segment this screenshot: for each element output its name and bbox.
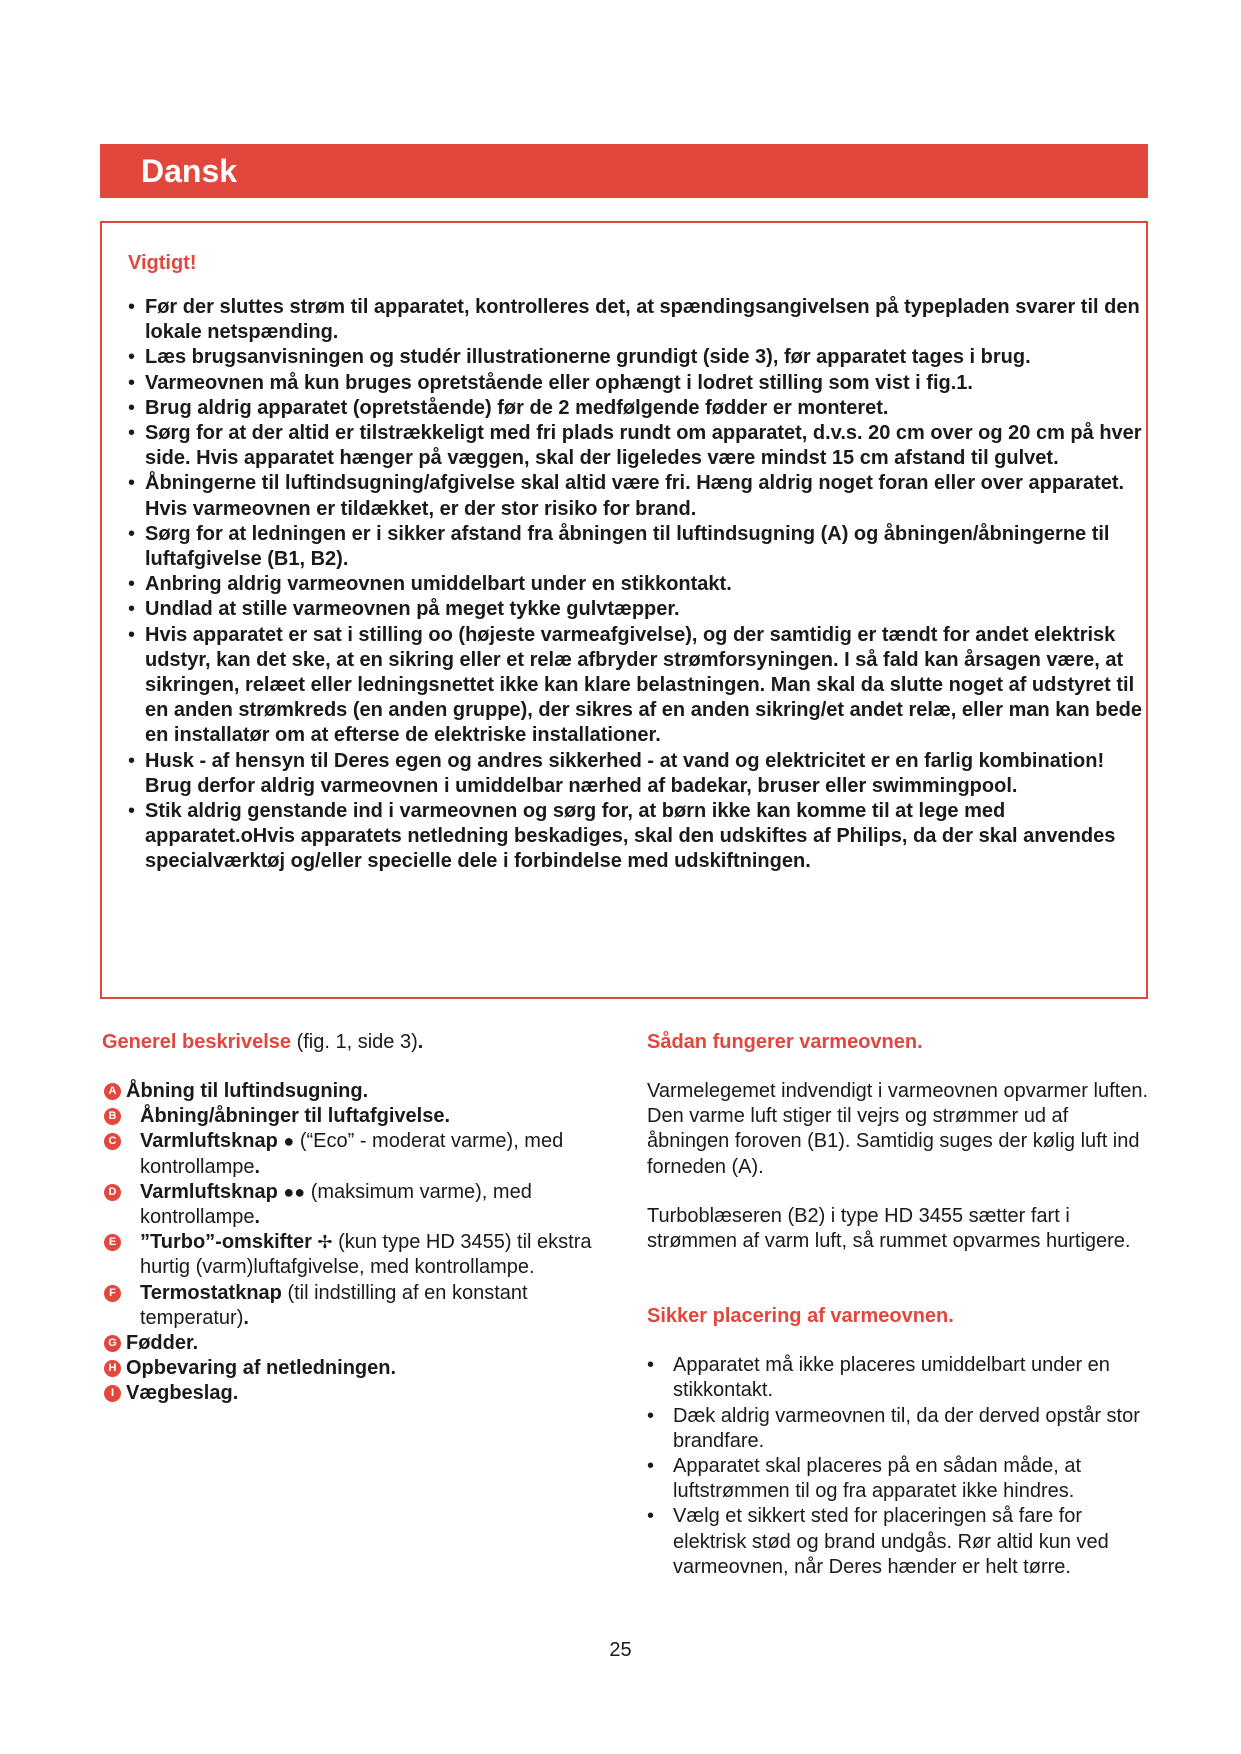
general-description-section — [102, 1030, 622, 1407]
safe-placement-item: • Dæk aldrig varmeovnen til, da der derved opstår stor brandfare. — [647, 1404, 1140, 1452]
dot-icon: ● — [283, 1131, 295, 1152]
letter-b-badge-icon: B — [104, 1108, 121, 1125]
part-item-f: F Termostatknap (til indstilling af en konstant temperatur). — [102, 1281, 622, 1331]
part-item-i: I Vægbeslag. — [102, 1381, 622, 1406]
letter-h-badge-icon: H — [104, 1360, 121, 1377]
warning-item: • Husk - af hensyn til Deres egen og andres sikkerhed - at vand og elektricitet er en farlig kombination! Brug derfor aldrig varmeovnen i umiddelbar nærhed af badekar, bruser eller swimmingpool. — [128, 749, 1105, 797]
warning-item: • Sørg for at ledningen er i sikker afstand fra åbningen til luftindsugning (A) og åbningen/åbningerne til luftafgivelse (B1, B2). — [128, 522, 1110, 571]
letter-i-badge-icon: I — [104, 1385, 121, 1402]
part-item-c: C Varmluftsknap ● (“Eco” - moderat varme), med kontrollampe. — [102, 1129, 622, 1179]
letter-d-badge-icon: D — [104, 1184, 121, 1201]
letter-g-badge-icon: G — [104, 1335, 121, 1352]
fan-icon: ✢ — [317, 1232, 333, 1253]
warning-list — [128, 295, 1146, 875]
warning-item: • Åbningerne til luftindsugning/afgivelse skal altid være fri. Hæng aldrig noget foran eller over apparatet. Hvis varmeovnen er tildækket, er der stor risiko for brand. — [128, 472, 1125, 520]
letter-f-badge-icon: F — [104, 1285, 121, 1302]
safe-placement-list — [647, 1353, 1152, 1580]
language-header — [100, 144, 1148, 198]
safe-placement-item: • Apparatet skal placeres på en sådan måde, at luftstrømmen til og fra apparatet ikke hindres. — [647, 1455, 1082, 1503]
warning-item: • Anbring aldrig varmeovnen umiddelbart under en stikkontakt. — [128, 573, 732, 596]
letter-a-badge-icon: A — [104, 1083, 121, 1100]
safe-placement-item: • Vælg et sikkert sted for placeringen så fare for elektrisk stød og brand undgås. Rør altid kun ved varmeovnen, når Deres hænder er helt tørre. — [647, 1505, 1109, 1578]
safe-placement-heading: Sikker placering af varmeovnen. — [647, 1305, 954, 1328]
parts-list — [102, 1079, 622, 1407]
warning-item: • Undlad at stille varmeovnen på meget tykke gulvtæpper. — [128, 598, 680, 621]
warning-item: • Brug aldrig apparatet (opretstående) før de 2 medfølgende fødder er monteret. — [128, 396, 889, 419]
part-item-h: H Opbevaring af netledningen. — [102, 1356, 622, 1381]
part-item-e: E ”Turbo”-omskifter ✢ (kun type HD 3455) til ekstra hurtig (varm)luftafgivelse, med kontrollampe. — [102, 1230, 622, 1280]
warning-item: • Varmeovnen må kun bruges opretstående eller ophængt i lodret stilling som vist i fig.1. — [128, 371, 973, 394]
part-item-g: G Fødder. — [102, 1331, 622, 1356]
how-it-works-heading: Sådan fungerer varmeovnen. — [647, 1031, 923, 1053]
part-item-d: D Varmluftsknap ●● (maksimum varme), med kontrollampe. — [102, 1180, 622, 1230]
language-title: Dansk — [141, 153, 238, 189]
safe-placement-item: • Apparatet må ikke placeres umiddelbart under en stikkontakt. — [647, 1354, 1110, 1402]
part-item-b: B Åbning/åbninger til luftafgivelse. — [102, 1104, 622, 1129]
general-description-heading: Generel beskrivelse (fig. 1, side 3). — [102, 1031, 424, 1053]
how-it-works-paragraph-2: Turboblæseren (B2) i type HD 3455 sætter fart i strømmen af varm luft, så rummet opvarmes hurtigere. — [647, 1204, 1131, 1253]
warning-title: Vigtigt! — [128, 252, 197, 274]
how-it-works-paragraph-1: Varmelegemet indvendigt i varmeovnen opvarmer luften. Den varme luft stiger til vejrs og strømmer ud af åbningen foroven (B1). Samtidig suges der kølig luft ind forneden (A). — [647, 1080, 1148, 1178]
warning-item: • Læs brugsanvisningen og studér illustrationerne grundigt (side 3), før apparatet tages i brug. — [128, 346, 1031, 369]
warning-item: • Sørg for at der altid er tilstrækkeligt med fri plads rundt om apparatet, d.v.s. 20 cm over og 20 cm på hver side. Hvis apparatet hænger på væggen, skal der ligeledes være mindst 15 cm afstand til gulvet. — [128, 422, 1142, 470]
warning-item: • Før der sluttes strøm til apparatet, kontrolleres det, at spændingsangivelsen på typepladen svarer til den lokale netspænding. — [128, 296, 1140, 344]
warning-item: • Hvis apparatet er sat i stilling oo (højeste varmeafgivelse), og der samtidig er tændt for andet elektrisk udstyr, kan det ske, at en sikring eller et relæ afbryder strømforsyningen. I så fald kan årsagen være, at sikringen, relæet eller ledningsnettet ikke kan klare belastningen. Man skal da slutte noget af udstyret til en anden strømkreds (en anden gruppe), der sikres af en anden sikring/et andet relæ, eller man kan bede en installatør om at efterse de elektriske installationer. — [128, 623, 1142, 747]
letter-c-badge-icon: C — [104, 1133, 121, 1150]
double-dot-icon: ●● — [283, 1181, 306, 1202]
how-it-works-section — [647, 1030, 1152, 1580]
letter-e-badge-icon: E — [104, 1234, 121, 1251]
warning-item: • Stik aldrig genstande ind i varmeovnen og sørg for, at børn ikke kan komme til at lege med apparatet.oHvis apparatets netledning beskadiges, skal den udskiftes af Philips, da der skal anvendes specialværktøj og/eller specielle dele i forbindelse med udskiftningen. — [128, 800, 1116, 873]
part-item-a: A Åbning til luftindsugning. — [102, 1079, 622, 1104]
important-warning-box — [100, 221, 1148, 999]
page-number: 25 — [609, 1639, 632, 1661]
